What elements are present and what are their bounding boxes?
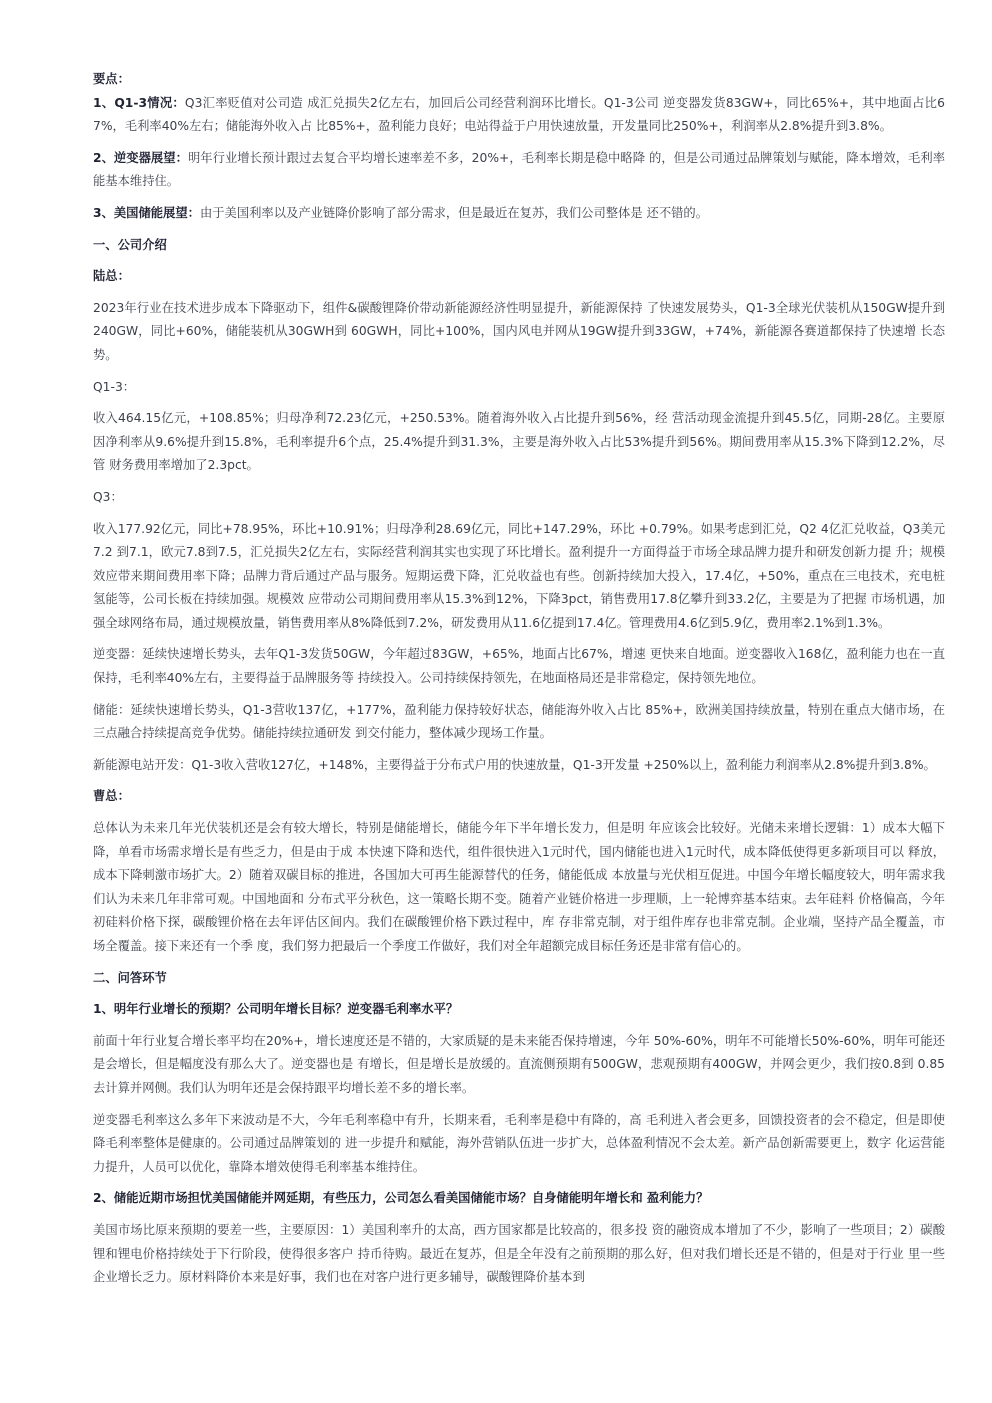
q13-paragraph: 收入464.15亿元，+108.85%；归母净利72.23亿元，+250.53%。随着海外收入占比提升到56%，经 营活动现金流提升到45.5亿，同期-28亿。主要原因净利率从9.6%提升到15.8%，毛利率提升6个点，25.4%提升到31.3%，主要是海外收入占比53%提升到56%。期间费用率从15.3%下降到12.2%，尽管 财务费用率增加了2.3pct。 (93, 411, 945, 473)
summary-item-2 (93, 147, 945, 194)
summary-item-1-text: Q3汇率贬值对公司造 成汇兑损失2亿左右，加回后公司经营利润环比增长。Q1-3公司 逆变器发货83GW+，同比65%+，其中地面占比67%，毛利率40%左右；储能海外收入占 比85%+，盈利能力良好；电站得益于户用快速放量，开发量同比250%+，利润率从2.8%提升到3.8%。 (93, 95, 945, 134)
summary-item-3 (93, 202, 945, 226)
summary-item-2-text: 明年行业增长预计跟过去复合平均增长速率差不多，20%+，毛利率长期是稳中略降 的，但是公司通过品牌策划与赋能，降本增效，毛利率能基本维持住。 (93, 150, 946, 189)
question-2: 2、储能近期市场担忧美国储能并网延期，有些压力，公司怎么看美国储能市场？自身储能明年增长和 盈利能力？ (93, 1191, 709, 1206)
section-1-title: 一、公司介绍 (93, 237, 167, 252)
station-paragraph: 新能源电站开发：Q1-3收入营收127亿，+148%，主要得益于分布式户用的快速放量，Q1-3开发量 +250%以上，盈利能力利润率从2.8%提升到3.8%。 (93, 757, 936, 772)
summary-item-2-label: 2、逆变器展望： (93, 150, 188, 165)
document-page (93, 68, 945, 1298)
q13-label: Q1-3： (93, 379, 136, 394)
q3-paragraph: 收入177.92亿元，同比+78.95%，环比+10.91%；归母净利28.69亿元，同比+147.29%，环比 +0.79%。如果考虑到汇兑，Q2 4亿汇兑收益，Q3美元7.2 到7.1，欧元7.8到7.5，汇兑损失2亿左右，实际经营利润其实也实现了环比增长。盈利提升一方面得益于市场全球品牌力提升和研发创新力提 升；规模效应带来期间费用率下降；品牌力背后通过产品与服务。短期运费下降，汇兑收益也有些。创新持续加大投入，17.4亿，+50%，重点在三电技术，充电桩氢能等，公司长板在持续加强。规模效 应带动公司期间费用率从15.3%到12%，下降3pct，销售费用17.8亿攀升到33.2亿，主要是为了把握 市场机遇，加强全球网络布局，通过规模放量，销售费用率从8%降低到7.2%，研发费用从11.6亿提到17.4亿。管理费用4.6亿到5.9亿，费用率2.1%到1.3%。 (93, 521, 945, 630)
summary-item-3-label: 3、美国储能展望： (93, 205, 200, 220)
summary-item-1 (93, 92, 945, 139)
summary-item-1-label: 1、Q1-3情况： (93, 95, 185, 110)
cao-paragraph: 总体认为未来几年光伏装机还是会有较大增长，特别是储能增长，储能今年下半年增长发力，但是明 年应该会比较好。光储未来增长逻辑：1）成本大幅下降，单看市场需求增长是有些乏力，但是由于成 本快速下降和迭代，组件很快进入1元时代，国内储能也进入1元时代，成本降低使得更多新项目可以 释放，成本下降刺激市场扩大。2）随着双碳目标的推进，各国加大可再生能源替代的任务，储能低成 本放量与光伏相互促进。中国今年增长幅度较大，明年需求我们认为未来几年非常可观。中国地面和 分布式平分秋色，这一策略长期不变。随着产业链价格进一步理顺，上一轮博弈基本结束。去年硅料 价格偏高，今年初硅料价格下探，碳酸锂价格在去年评估区间内。我们在碳酸锂价格下跌过程中，库 存非常克制，对于组件库存也非常克制。企业端，坚持产品全覆盖，市场全覆盖。接下来还有一个季 度，我们努力把最后一个季度工作做好，我们对全年超额完成目标任务还是非常有信心的。 (93, 821, 945, 953)
question-1: 1、明年行业增长的预期？公司明年增长目标？逆变器毛利率水平？ (93, 1002, 459, 1017)
storage-paragraph: 储能：延续快速增长势头，Q1-3营收137亿，+177%，盈利能力保持较好状态，储能海外收入占比 85%+，欧洲美国持续放量，特别在重点大储市场，在三点融合持续提高竞争优势。储能持续拉通研发 到交付能力，整体减少现场工作量。 (93, 702, 945, 741)
summary-title: 要点： (93, 72, 130, 86)
speaker-cao: 曹总： (93, 789, 130, 804)
answer-1-paragraph-2: 逆变器毛利率这么多年下来波动是不大，今年毛利率稳中有升，长期来看，毛利率是稳中有降的，高 毛利进入者会更多，回馈投资者的会不稳定，但是即使降毛利率整体是健康的。公司通过品牌策划的 进一步提升和赋能，海外营销队伍进一步扩大，总体盈利情况不会太差。新产品创新需要更上，数字 化运营能力提升，人员可以优化，靠降本增效使得毛利率基本维持住。 (93, 1112, 945, 1174)
q3-label: Q3： (93, 489, 123, 504)
summary-item-3-text: 由于美国利率以及产业链降价影响了部分需求，但是最近在复苏，我们公司整体是 还不错的。 (199, 205, 709, 220)
section-2-title: 二、问答环节 (93, 970, 167, 985)
speaker-lu: 陆总： (93, 269, 130, 284)
answer-1-paragraph-1: 前面十年行业复合增长率平均在20%+，增长速度还是不错的，大家质疑的是未来能否保持增速，今年 50%-60%，明年不可能增长50%-60%，明年可能还是会增长，但是幅度没有那么大了。逆变器也是 有增长，但是增长是放缓的。直流侧预期有500GW，悲观预期有400GW，并网会更少，我们按0.8到 0.85去计算并网侧。我们认为明年还是会保持跟平均增长差不多的增长率。 (93, 1033, 945, 1095)
inverter-paragraph: 逆变器：延续快速增长势头，去年Q1-3发货50GW，今年超过83GW，+65%，地面占比67%，增速 更快来自地面。逆变器收入168亿，盈利能力也在一直保持，毛利率40%左右，主要得益于品牌服务等 持续投入。公司持续保持领先，在地面格局还是非常稳定，保持领先地位。 (93, 647, 945, 686)
answer-2-paragraph-1: 美国市场比原来预期的要差一些，主要原因：1）美国利率升的太高，西方国家都是比较高的，很多投 资的融资成本增加了不少，影响了一些项目；2）碳酸锂和锂电价格持续处于下行阶段，使得很多客户 持币待购。最近在复苏，但是全年没有之前预期的那么好，但对我们增长还是不错的，但是对于行业 里一些企业增长乏力。原材料降价本来是好事，我们也在对客户进行更多辅导，碳酸锂降价基本到 (93, 1222, 945, 1285)
intro-paragraph: 2023年行业在技术进步成本下降驱动下，组件&碳酸锂降价带动新能源经济性明显提升，新能源保持 了快速发展势头，Q1-3全球光伏装机从150GW提升到240GW，同比+60%，储能装机从30GWH到 60GWH，同比+100%，国内风电并网从19GW提升到33GW，+74%，新能源各赛道都保持了快速增 长态势。 (93, 300, 945, 362)
